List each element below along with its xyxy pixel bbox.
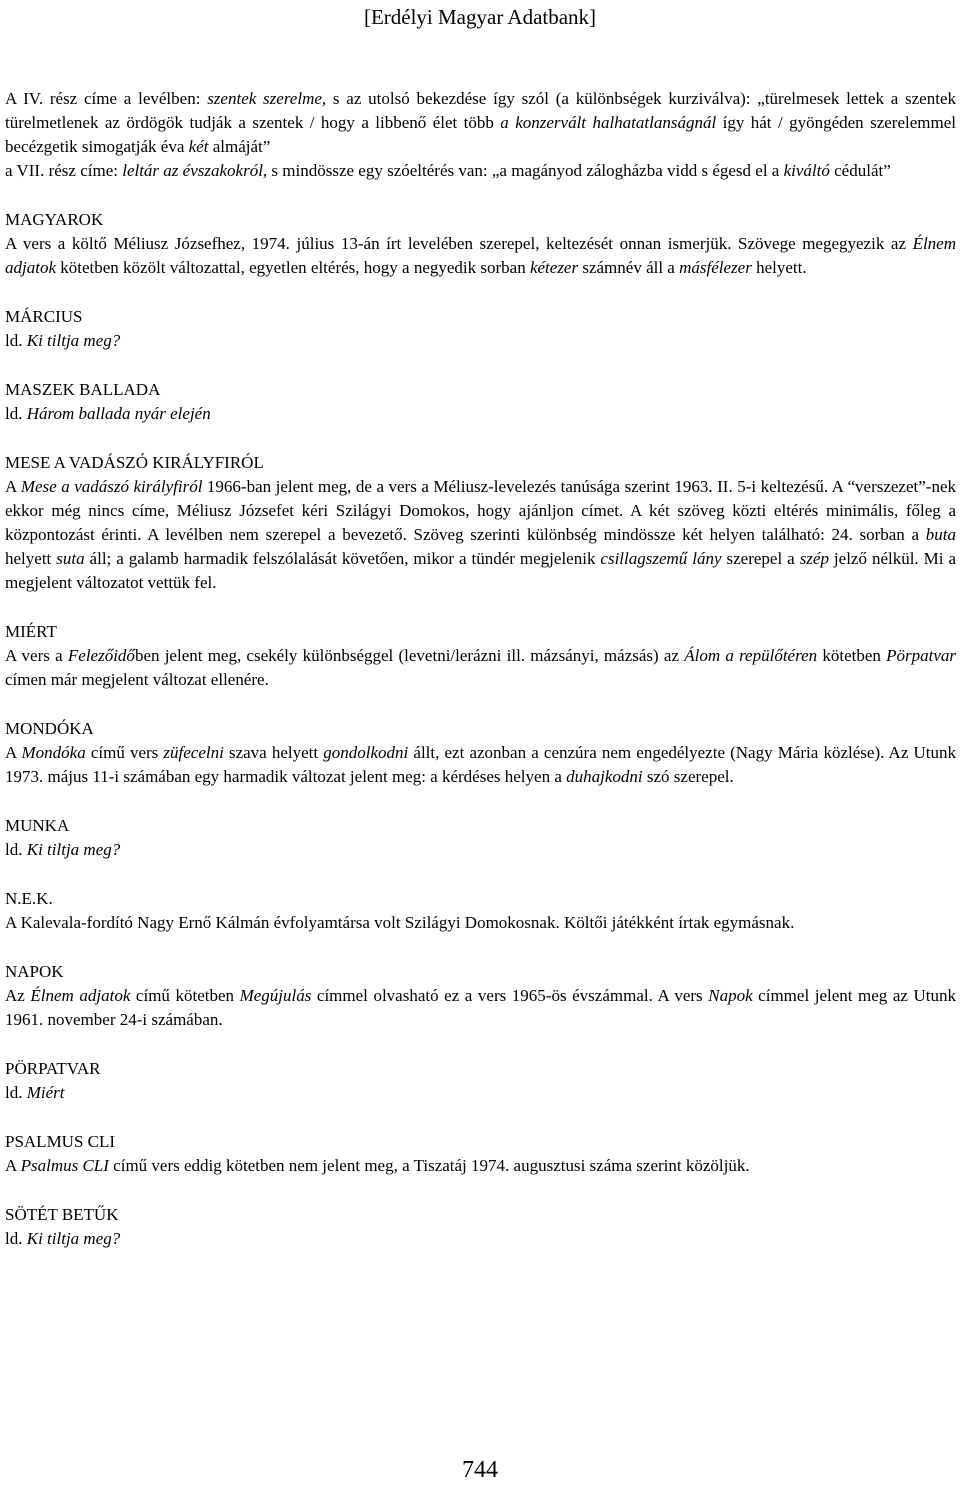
intro-paragraph-2: a VII. rész címe: leltár az évszakokról, s mindössze egy szóeltérés van: „a magányod zálogházba vidd s égesd el a kiváltó cédulát”: [5, 161, 891, 180]
entry-text: A vers a költő Méliusz Józsefhez, 1974. július 13-án írt levelében szerepel, keltezését onnan ismerjük. Szövege megegyezik az Élnem adjatok kötetben közölt változattal, egyetlen eltérés, hogy a negyedik sorban kétezer számnév áll a másfélezer helyett.: [5, 234, 956, 277]
entry-miert: [5, 620, 956, 692]
entry-munka: [5, 814, 956, 862]
entry-text: ld. Miért: [5, 1083, 65, 1102]
entry-title: MUNKA: [5, 816, 70, 835]
entry-title: MAGYAROK: [5, 210, 104, 229]
entry-text: ld. Ki tiltja meg?: [5, 331, 121, 350]
entry-magyarok: [5, 208, 956, 280]
page-number: 744: [462, 1457, 498, 1483]
entry-text: A Kalevala-fordító Nagy Ernő Kálmán évfolyamtársa volt Szilágyi Domokosnak. Költői játékként írtak egymásnak.: [5, 913, 795, 932]
entry-text: A Mese a vadászó királyfiról 1966-ban jelent meg, de a vers a Méliusz-levelezés tanúsága szerint 1963. II. 5-i keltezésű. A “verszezet”-nek ekkor még nincs címe, Méliusz Józsefet kéri Szilágyi Domokos, hogy ajánljon címet. A két szöveg közti eltérés minimális, főleg a központozást érinti. A levélben nem szerepel a bevezető. Szöveg szerinti különbség mindössze két helyen található: 24. sorban a buta helyett suta áll; a galamb harmadik felszólalását követően, mikor a tündér megjelenik csillagszemű lány szerepel a szép jelző nélkül. Mi a megjelent változatot vettük fel.: [5, 477, 957, 592]
entry-text: Az Élnem adjatok című kötetben Megújulás címmel olvasható ez a vers 1965-ös évszámmal. A vers Napok címmel jelent meg az Utunk 1961. november 24-i számában.: [5, 986, 957, 1029]
entry-nek: [5, 887, 956, 935]
entry-napok: [5, 960, 956, 1032]
entry-mondoka: [5, 717, 956, 789]
entry-title: NAPOK: [5, 962, 64, 981]
entry-title: PÖRPATVAR: [5, 1059, 101, 1078]
entry-title: MONDÓKA: [5, 719, 94, 738]
entry-text: A vers a Felezőidőben jelent meg, csekély különbséggel (levetni/lerázni ill. mázsányi, mázsás) az Álom a repülőtéren kötetben Pörpatvar címen már megjelent változat ellenére.: [5, 646, 956, 689]
entry-text: A Psalmus CLI című vers eddig kötetben nem jelent meg, a Tiszatáj 1974. augusztusi száma szerint közöljük.: [5, 1156, 750, 1175]
entry-maszek-ballada: [5, 378, 956, 426]
intro-section: [5, 87, 956, 183]
entry-title: N.E.K.: [5, 889, 53, 908]
entry-text: A Mondóka című vers züfecelni szava helyett gondolkodni állt, ezt azonban a cenzúra nem engedélyezte (Nagy Mária közlése). Az Utunk 1973. május 11-i számában egy harmadik változat jelent meg: a kérdéses helyen a duhajkodni szó szerepel.: [5, 743, 956, 786]
intro-paragraph-1: A IV. rész címe a levélben: szentek szerelme, s az utolsó bekezdése így szól (a különbségek kurziválva): „türelmesek lettek a szentek türelmetlenek az ördögök tudják a szentek / hogy a libbenő élet több a konzervált halhatatlanságnál így hát / gyöngéden szerelemmel becézgetik simogatják éva két almáját”: [5, 89, 956, 156]
entry-title: PSALMUS CLI: [5, 1132, 116, 1151]
entry-title: SÖTÉT BETŰK: [5, 1205, 119, 1224]
entry-mese: [5, 451, 956, 595]
entry-text: ld. Három ballada nyár elején: [5, 404, 211, 423]
page-header: [Erdélyi Magyar Adatbank]: [363, 5, 597, 29]
entry-text: ld. Ki tiltja meg?: [5, 1229, 121, 1248]
entry-title: MIÉRT: [5, 622, 57, 641]
entry-title: MASZEK BALLADA: [5, 380, 161, 399]
entry-text: ld. Ki tiltja meg?: [5, 840, 121, 859]
entry-title: MESE A VADÁSZÓ KIRÁLYFIRÓL: [5, 453, 264, 472]
document-body: [5, 87, 956, 1251]
entry-porpatvar: [5, 1057, 956, 1105]
entry-sotet-betuk: [5, 1203, 956, 1251]
entry-title: MÁRCIUS: [5, 307, 83, 326]
entry-psalmus: [5, 1130, 956, 1178]
entry-marcius: [5, 305, 956, 353]
